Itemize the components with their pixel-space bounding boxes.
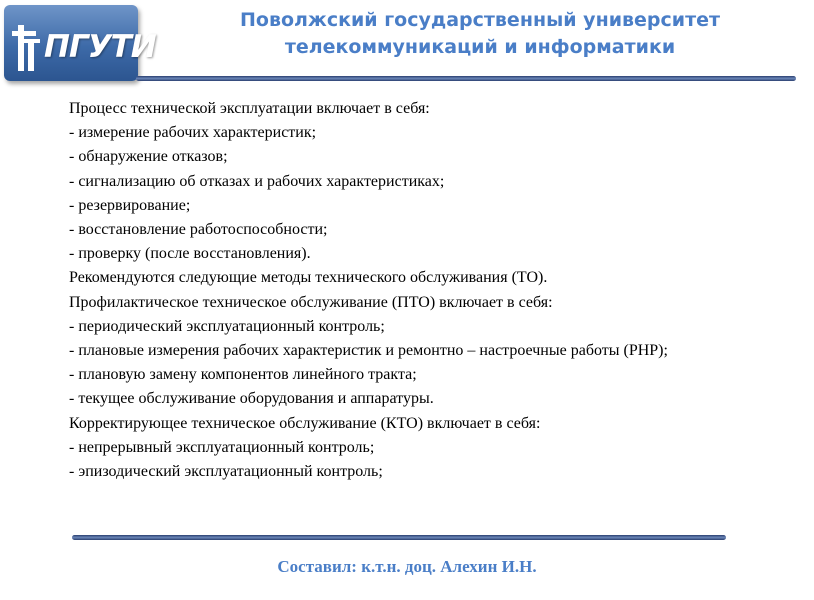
list-item: - резервирование;	[69, 196, 191, 214]
list-item: - сигнализацию об отказах и рабочих характеристиках;	[69, 172, 445, 190]
list-item: - проверку (после восстановления).	[69, 245, 311, 263]
list-item: - эпизодический эксплуатационный контроль;	[69, 463, 383, 481]
page-title	[170, 7, 790, 61]
list-item: - непрерывный эксплуатационный контроль;	[69, 438, 375, 456]
title-line-1: Поволжский государственный университет	[239, 9, 721, 31]
slide-body	[32, 97, 772, 484]
paragraph: Процесс технической эксплуатации включает в себя:	[69, 100, 430, 117]
paragraph: Корректирующее техническое обслуживание (КТО) включает в себя:	[69, 414, 541, 432]
title-line-2: телекоммуникаций и информатики	[284, 36, 676, 58]
logo-text: ПГУТИ	[44, 29, 156, 65]
list-item: - обнаружение отказов;	[69, 148, 228, 166]
header-divider	[136, 76, 796, 81]
university-logo	[4, 5, 156, 81]
list-item: - периодический эксплуатационный контроль;	[69, 317, 385, 335]
author-credit: Составил: к.т.н. доц. Алехин И.Н.	[277, 557, 537, 576]
paragraph: Профилактическое техническое обслуживание (ПТО) включает в себя:	[69, 293, 553, 311]
list-item: - измерение рабочих характеристик;	[69, 124, 317, 142]
list-item: - плановую замену компонентов линейного тракта;	[69, 366, 417, 384]
list-item: - плановые измерения рабочих характеристик и ремонтно – настроечные работы (РНР);	[69, 342, 668, 360]
paragraph: Рекомендуются следующие методы технического обслуживания (ТО).	[69, 269, 548, 287]
footer-divider	[72, 535, 726, 540]
list-item: - текущее обслуживание оборудования и аппаратуры.	[69, 390, 434, 408]
list-item: - восстановление работоспособности;	[69, 221, 328, 239]
